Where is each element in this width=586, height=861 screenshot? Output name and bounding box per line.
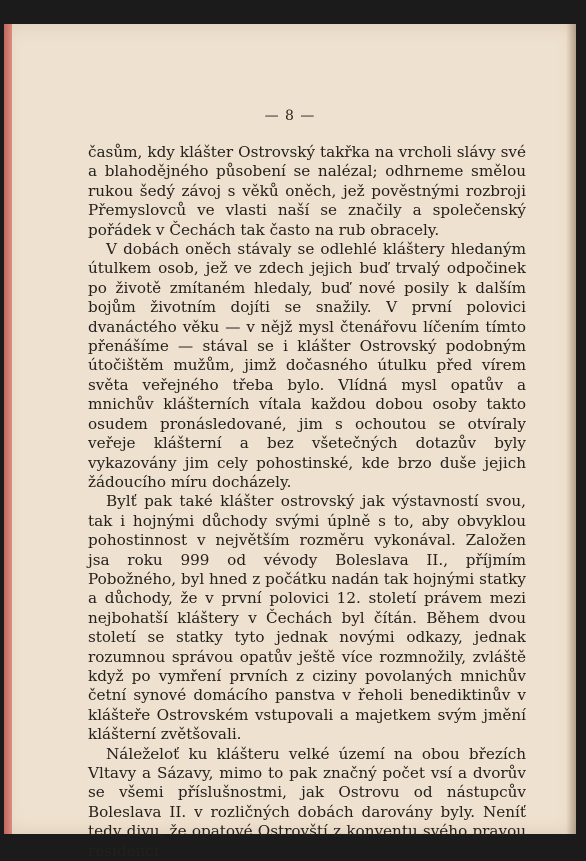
page-binding-edge [4,24,12,834]
paragraph-2: V dobách oněch stávaly se odlehlé kláštery hledaným útulkem osob, jež ve zdech jejich buď trvalý odpočinek po životě zmítaném hledaly, buď nové posily k dalším bojům životním dojíti se snažily. V první polovici dvanáctého věku — v nějž mysl čtenářovu líčením tímto přenášíme — stával se i klášter Ostrovský podobným útočištěm mužům, jimž dočasného útulku před vírem světa veřejného třeba bylo. Vlídná mysl opatův a mnichův klášterních vítala každou dobou osoby takto osudem pronásledované, jim s ochoutou se otvíraly veřeje klášterní a bez všetečných dotazův byly vykazovány jim cely pohostinské, kde brzo duše jejich žádoucího míru docházely. [88,240,526,491]
page-number: — 8 — [264,108,316,124]
paragraph-3: Bylť pak také klášter ostrovský jak výstavností svou, tak i hojnými důchody svými úplně s to, aby obvyklou pohostinnost v největším rozměru vykonával. Založen jsa roku 999 od vévody Boleslava II., příjmím Pobožného, byl hned z počátku nadán tak hojnými statky a důchody, že v první polovici 12. století právem mezi nejbohatší kláštery v Čechách byl čítán. Během dvou století se statky tyto jednak novými odkazy, jednak rozumnou správou opatův ještě více rozmnožily, zvláště když po vymření prvních z ciziny povolaných mnichův četní synové domácího panstva v řeholi benediktinův v klášteře Ostrovském vstupovali a majetkem svým jmění klášterní zvětšovali. [88,492,526,744]
page-shadow-edge [566,24,576,834]
body-text [88,143,526,861]
book-page [4,24,576,860]
paragraph-1: časům, kdy klášter Ostrovský takřka na vrcholi slávy své a blahodějného působení se nalézal; odhrneme smělou rukou šedý závoj s věků oněch, jež pověstnými rozbroji Přemyslovců ve vlasti naší se značily a společenský pořádek v Čechách tak často na rub obracely. [88,143,526,239]
paragraph-4: Náleželoť ku klášteru velké území na obou březích Vltavy a Sázavy, mimo to pak značný počet vsí a dvorův se všemi příslušnostmi, jak Ostrovu od nástupcův Boleslava II. v rozličných dobách darovány byly. Neníť tedy divu, že opatové Ostrovští z konventu svého pravou residenci [88,744,526,860]
